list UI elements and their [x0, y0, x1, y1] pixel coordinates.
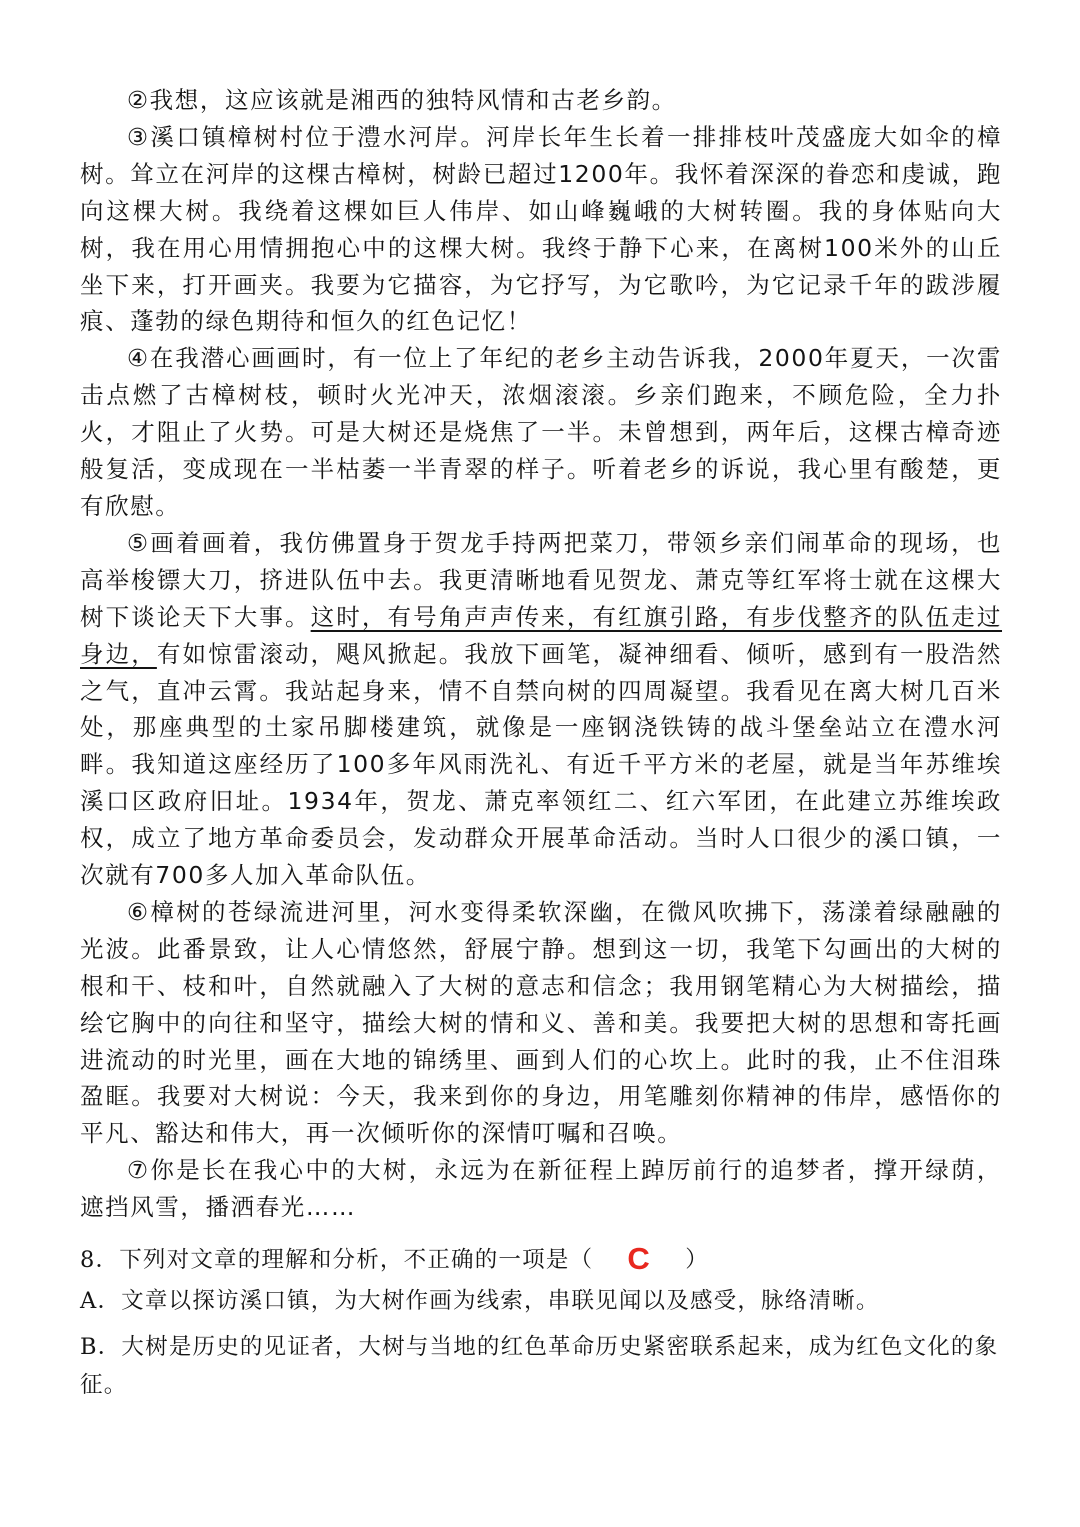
underlined-sentence: 这时，有号角声声传来，有红旗引路，有步伐整齐的队伍走过身边，	[80, 602, 1003, 668]
paragraph-5-intro: ⑤画着画着，我仿佛置身于贺龙手持两把菜刀，带领乡亲们闹革命的现场，也高举梭镖大刀，挤进队伍中去。我更清晰地看见贺龙、萧克等红军将士就在这棵大树下谈论天下大事。	[80, 528, 1002, 631]
option-a: A．文章以探访溪口镇，为大树作画为线索，串联见闻以及感受，脉络清晰。	[80, 1288, 880, 1314]
paragraph-4: ④在我潜心画画时，有一位上了年纪的老乡主动告诉我，2000年夏天，一次雷击点燃了古樟树枝，顿时火光冲天，浓烟滚滚。乡亲们跑来，不顾危险，全力扑火，才阻止了火势。可是大树还是烧焦了一半。未曾想到，两年后，这棵古樟奇迹般复活，变成现在一半枯萎一半青翠的样子。听着老乡的诉说，我心里有酸楚，更有欣慰。	[80, 344, 1002, 520]
question-8	[80, 1241, 1002, 1404]
paragraph-7: ⑦你是长在我心中的大树，永远为在新征程上踔厉前行的追梦者，撑开绿荫，遮挡风雪，播洒春光……	[80, 1156, 1002, 1222]
paragraph-6: ⑥樟树的苍绿流进河里，河水变得柔软深幽，在微风吹拂下，荡漾着绿融融的光波。此番景致，让人心情悠然，舒展宁静。想到这一切，我笔下勾画出的大树的根和干、枝和叶，自然就融入了大树的意志和信念；我用钢笔精心为大树描绘，描绘它胸中的向往和坚守，描绘大树的情和义、善和美。我要把大树的思想和寄托画进流动的时光里，画在大地的锦绣里、画到人们的心坎上。此时的我，止不住泪珠盈眶。我要对大树说：今天，我来到你的身边，用笔雕刻你精神的伟岸，感悟你的平凡、豁达和伟大，再一次倾听你的深情叮嘱和召唤。	[80, 897, 1002, 1148]
option-b: B．大树是历史的见证者，大树与当地的红色革命历史紧密联系起来，成为红色文化的象征。	[80, 1334, 999, 1398]
paragraph-3: ③溪口镇樟树村位于澧水河岸。河岸长年生长着一排排枝叶茂盛庞大如伞的樟树。耸立在河岸的这棵古樟树，树龄已超过1200年。我怀着深深的眷恋和虔诚，跑向这棵大树。我绕着这棵如巨人伟岸、如山峰巍峨的大树转圈。我的身体贴向大树，我在用心用情拥抱心中的这棵大树。我终于静下心来，在离树100米外的山丘坐下来，打开画夹。我要为它描容，为它抒写，为它歌吟，为它记录千年的跋涉履痕、蓬勃的绿色期待和恒久的红色记忆！	[80, 122, 1002, 336]
question-stem-close: ）	[685, 1247, 709, 1273]
reading-passage	[80, 82, 1002, 1226]
paragraph-5-rest: 有如惊雷滚动，飓风掀起。我放下画笔，凝神细看、倾听，感到有一股浩然之气，直冲云霄。我站起身来，情不自禁向树的四周凝望。我看见在离大树几百米处，那座典型的土家吊脚楼建筑，就像是一座钢浇铁铸的战斗堡垒站立在澧水河畔。我知道这座经历了100多年风雨洗礼、有近千平方米的老屋，就是当年苏维埃溪口区政府旧址。1934年，贺龙、萧克率领红二、红六军团，在此建立苏维埃政权，成立了地方革命委员会，发动群众开展革命活动。当时人口很少的溪口镇，一次就有700多人加入革命队伍。	[80, 639, 1002, 890]
paragraph-5	[80, 525, 1002, 894]
handwritten-answer-mark: C	[627, 1241, 652, 1276]
paragraph-2: ②我想，这应该就是湘西的独特风情和古老乡韵。	[127, 86, 677, 114]
question-stem	[80, 1241, 1002, 1279]
question-stem-text: 8．下列对文章的理解和分析，不正确的一项是（	[80, 1247, 594, 1273]
